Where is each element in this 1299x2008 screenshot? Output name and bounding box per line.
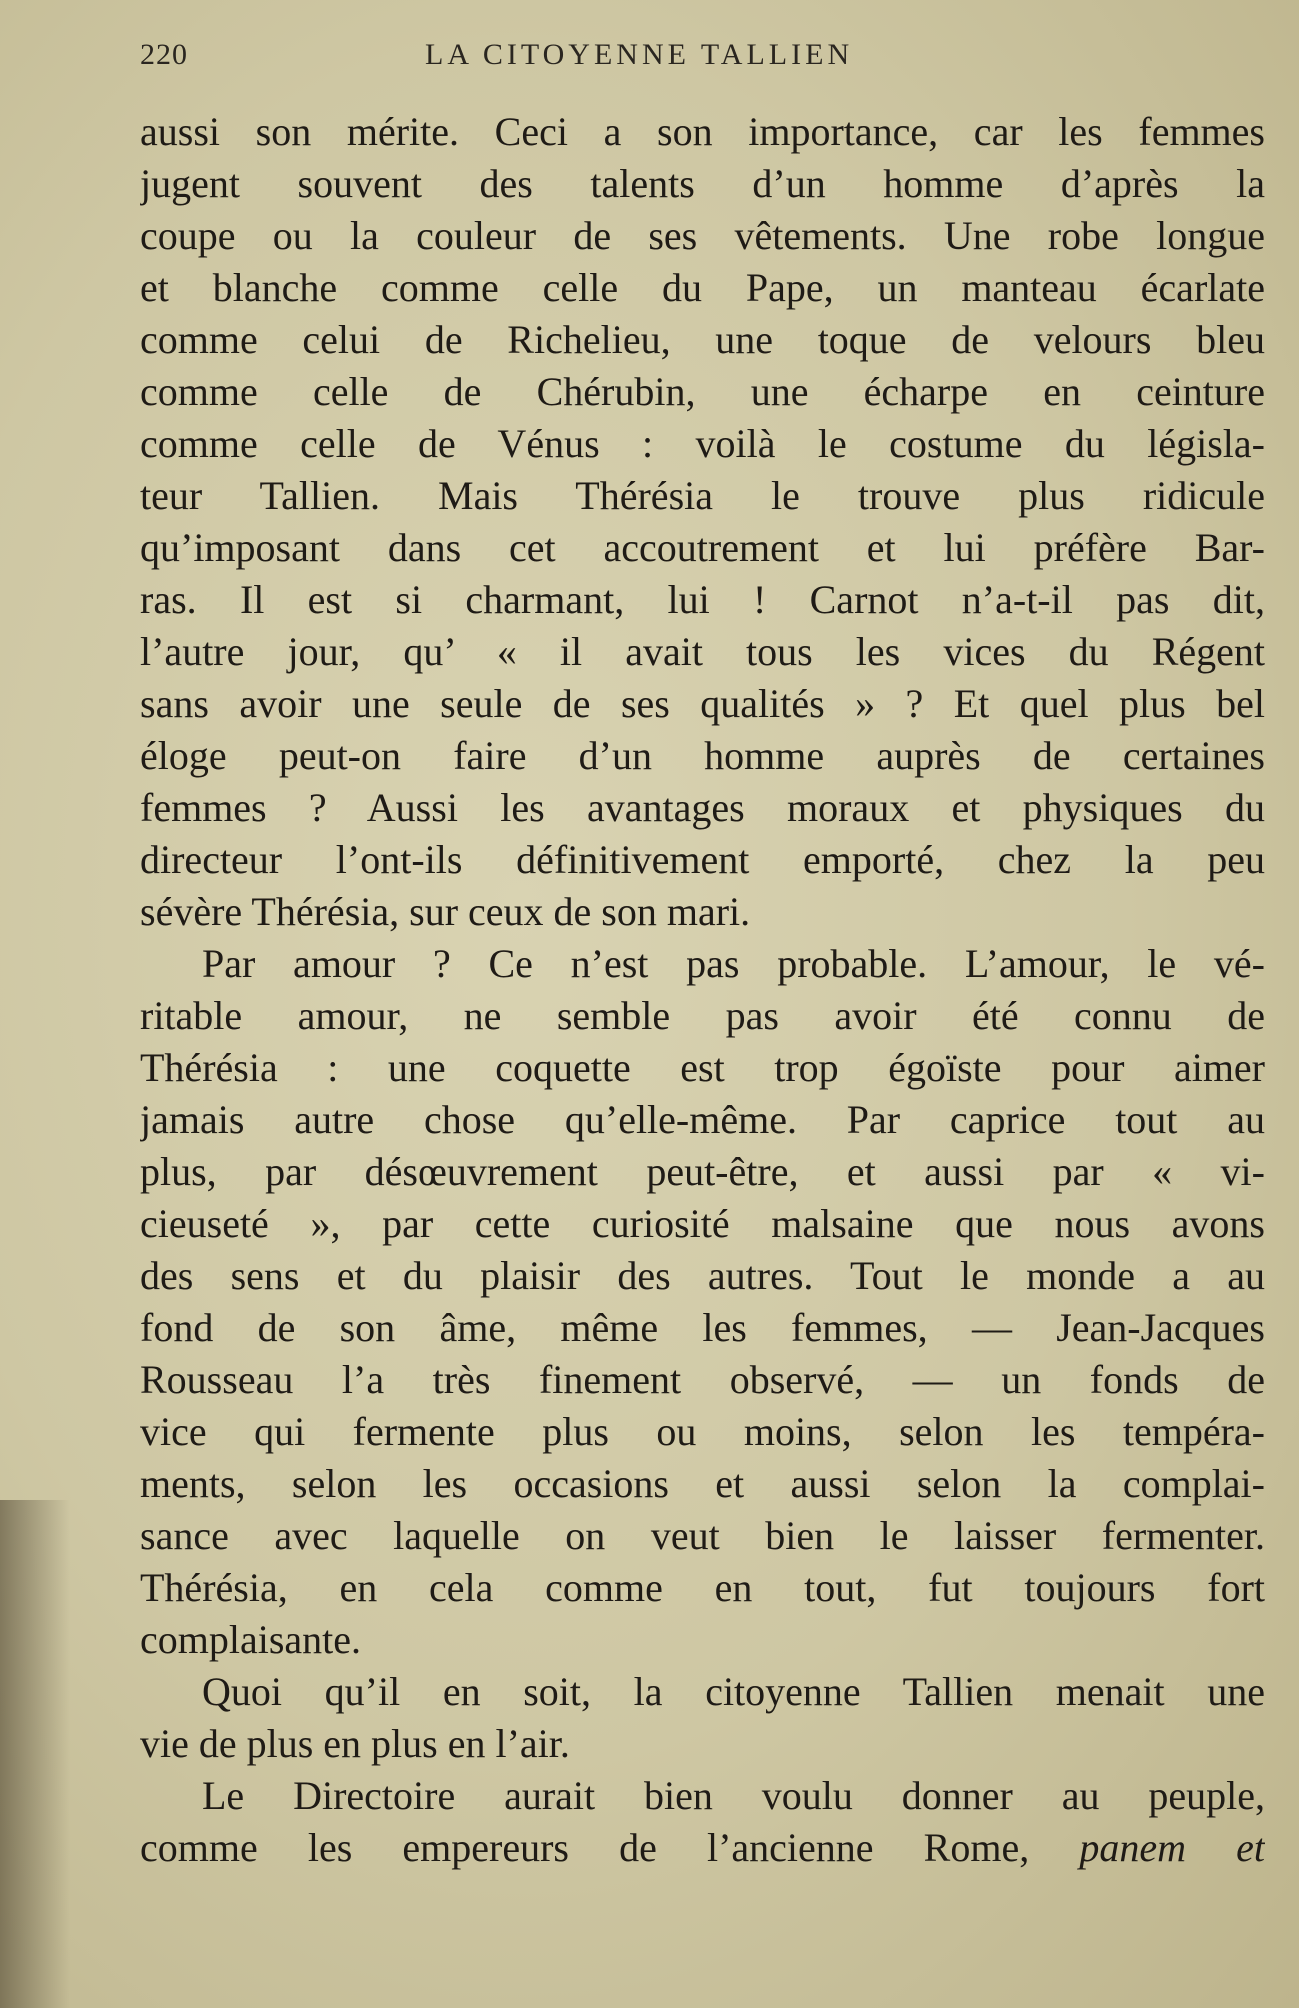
text-line: coupe ou la couleur de ses vêtements. Une robe longue	[140, 213, 1265, 258]
text-line: aussi son mérite. Ceci a son importance, car les femmes	[140, 109, 1265, 154]
text-line: femmes ? Aussi les avantages moraux et physiques du	[140, 785, 1265, 830]
text-line: des sens et du plaisir des autres. Tout le monde a au	[140, 1253, 1265, 1298]
text-line: comme celui de Richelieu, une toque de velours bleu	[140, 317, 1265, 362]
body-text	[140, 106, 1265, 1874]
text-line: vie de plus en plus en l’air.	[140, 1721, 570, 1766]
text-line: comme celle de Chérubin, une écharpe en ceinture	[140, 369, 1265, 414]
text-line: sévère Thérésia, sur ceux de son mari.	[140, 889, 751, 934]
text-line: Par amour ? Ce n’est pas probable. L’amour, le vé-	[202, 941, 1265, 986]
text-line: comme celle de Vénus : voilà le costume du législa-	[140, 421, 1265, 466]
text-line: Rousseau l’a très finement observé, — un fonds de	[140, 1357, 1265, 1402]
text-line-final	[140, 1822, 1265, 1874]
text-line: ras. Il est si charmant, lui ! Carnot n’a-t-il pas dit,	[140, 577, 1265, 622]
text-line: fond de son âme, même les femmes, — Jean-Jacques	[140, 1305, 1265, 1350]
text-line: ments, selon les occasions et aussi selon la complai-	[140, 1461, 1265, 1506]
text-line: l’autre jour, qu’ « il avait tous les vices du Régent	[140, 629, 1265, 674]
text-line: complaisante.	[140, 1617, 362, 1662]
text-line: jamais autre chose qu’elle-même. Par caprice tout au	[140, 1097, 1265, 1142]
text-line: ritable amour, ne semble pas avoir été connu de	[140, 993, 1265, 1038]
text-line: cieuseté », par cette curiosité malsaine que nous avons	[140, 1201, 1265, 1246]
text-line: Thérésia : une coquette est trop égoïste pour aimer	[140, 1045, 1265, 1090]
page-shadow	[0, 1500, 70, 2008]
page-header	[140, 38, 1260, 88]
text-line: Quoi qu’il en soit, la citoyenne Tallien menait une	[202, 1669, 1265, 1714]
text-line: jugent souvent des talents d’un homme d’après la	[140, 161, 1265, 206]
text-line: qu’imposant dans cet accoutrement et lui préfère Bar-	[140, 525, 1265, 570]
text-line: sans avoir une seule de ses qualités » ? Et quel plus bel	[140, 681, 1265, 726]
text-line: Thérésia, en cela comme en tout, fut toujours fort	[140, 1565, 1265, 1610]
text-line: directeur l’ont-ils définitivement emporté, chez la peu	[140, 837, 1265, 882]
text-line: éloge peut-on faire d’un homme auprès de certaines	[140, 733, 1265, 778]
text-line-final-roman: comme les empereurs de l’ancienne Rome,	[140, 1825, 1030, 1870]
text-line: teur Tallien. Mais Thérésia le trouve plus ridicule	[140, 473, 1265, 518]
text-line: sance avec laquelle on veut bien le laisser fermenter.	[140, 1513, 1265, 1558]
page-number: 220	[140, 38, 188, 71]
text-line: Le Directoire aurait bien voulu donner au peuple,	[202, 1773, 1265, 1818]
text-line: vice qui fermente plus ou moins, selon les tempéra-	[140, 1409, 1265, 1454]
text-line: et blanche comme celle du Pape, un manteau écarlate	[140, 265, 1265, 310]
text-line: plus, par désœuvrement peut-être, et aussi par « vi-	[140, 1149, 1265, 1194]
text-line-final-italic: panem et	[1079, 1825, 1265, 1870]
running-head: LA CITOYENNE TALLIEN	[425, 38, 854, 71]
